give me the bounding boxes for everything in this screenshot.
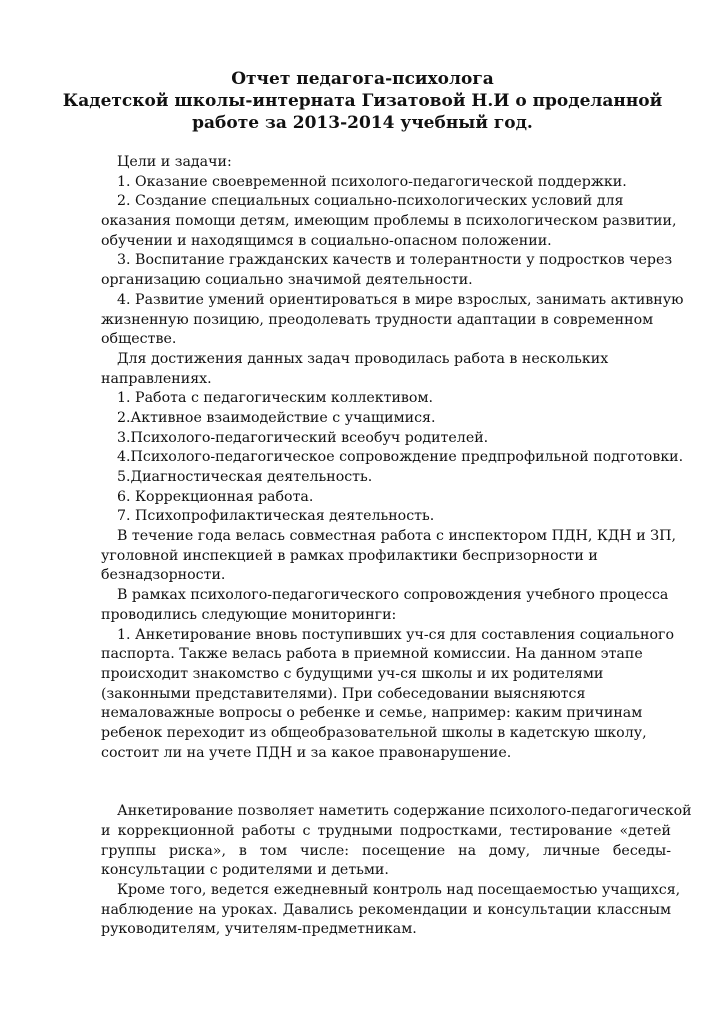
paragraph-gap [101,763,686,802]
text-line: Кроме того, ведется ежедневный контроль над посещаемостью учащихся, [117,882,681,899]
text-line: и коррекционной работы с трудными подростками, тестирование «детей [101,823,671,839]
report-body [101,153,692,940]
direction-item: 6. Коррекционная работа. [117,488,314,505]
paragraph-control [101,881,686,940]
direction-item: 2.Активное взаимодействие с учащимися. [117,409,436,426]
section-heading-goals: Цели и задачи: [117,154,232,170]
goal-item: 1. Оказание своевременной психолого-педагогической поддержки. [117,173,627,190]
monitoring-item: 1. Анкетирование вновь поступивших уч-ся для составления социального [117,626,674,643]
text-line: группы риска», в том числе: посещение на дому, личные беседы- [101,842,671,859]
title-line: Отчет педагога-психолога [231,69,494,89]
text-line: В рамках психолого-педагогического сопровождения учебного процесса [117,587,669,604]
text-line: консультации с родителями и детьми. [101,862,389,879]
text-line: В течение года велась совместная работа с инспектором ПДН, КДН и ЗП, [117,528,676,545]
report-title [60,68,665,134]
direction-item: 7. Психопрофилактическая деятельность. [117,508,435,525]
text-line: уголовной инспекцией в рамках профилактики беспризорности и [101,547,598,564]
text-line: наблюдение на уроках. Давались рекомендации и консультации классным [101,901,671,918]
goal-item: 3. Воспитание гражданских качеств и толерантности у подростков через [117,252,673,269]
text-line: паспорта. Также велась работа в приемной комиссии. На данном этапе [101,646,643,663]
text-line: жизненную позицию, преодолевать трудности адаптации в современном [101,311,654,328]
text-line: Анкетирование позволяет наметить содержание психолого-педагогической [117,803,692,820]
text-line: Для достижения данных задач проводилась работа в нескольких [117,350,609,367]
direction-item: 1. Работа с педагогическим коллективом. [117,390,433,407]
text-line: организацию социально значимой деятельности. [101,272,473,289]
text-line: состоит ли на учете ПДН и за какое правонарушение. [101,744,512,761]
text-line: руководителям, учителям-предметникам. [101,921,417,938]
text-line: проводились следующие мониторинги: [101,606,397,623]
text-line: немаловажные вопросы о ребенке и семье, например: каким причинам [101,705,643,722]
direction-item: 5.Диагностическая деятельность. [117,469,373,485]
title-line: работе за 2013-2014 учебный год. [192,113,533,133]
text-line: (законными представителями). При собеседовании выясняются [101,685,586,702]
text-line: направлениях. [101,370,212,387]
text-line: обществе. [101,331,177,348]
goal-item: 2. Создание специальных социально-психологических условий для [117,193,624,210]
direction-item: 3.Психолого-педагогический всеобуч родителей. [117,429,489,446]
text-line: оказания помощи детям, имеющим проблемы в психологическом развитии, [101,213,677,230]
goal-item: 4. Развитие умений ориентироваться в мире взрослых, занимать активную [117,291,684,308]
paragraph-survey [101,802,692,881]
title-line: Кадетской школы-интерната Гизатовой Н.И о проделанной [62,91,663,111]
text-line: безнадзорности. [101,567,226,584]
direction-item: 4.Психолого-педагогическое сопровождение предпрофильной подготовки. [117,449,684,466]
text-line: обучении и находящимся в социально-опасном положении. [101,232,552,249]
text-line: происходит знакомство с будущими уч-ся школы и их родителями [101,665,604,682]
text-line: ребенок переходит из общеобразовательной школы в кадетскую школу, [101,724,647,741]
